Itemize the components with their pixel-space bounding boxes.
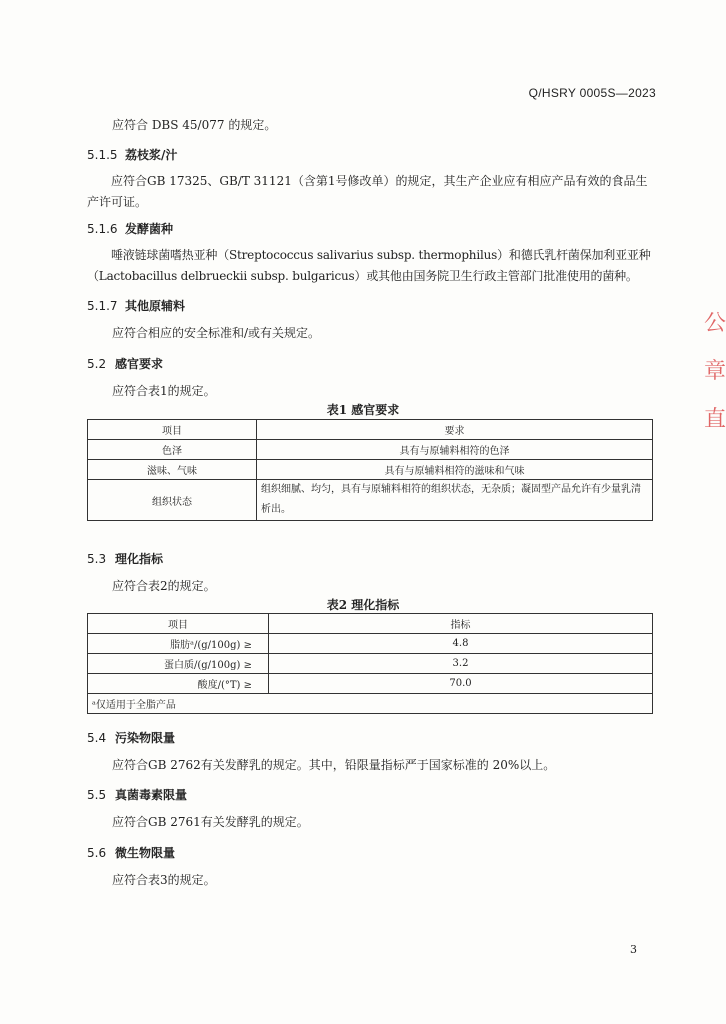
heading-number: 5.5 bbox=[87, 788, 107, 802]
heading-5-1-7 bbox=[87, 297, 185, 314]
heading-number: 5.3 bbox=[87, 552, 107, 566]
section-5-5-text: 应符合GB 2761有关发酵乳的规定。 bbox=[112, 815, 309, 829]
heading-5-5 bbox=[87, 786, 187, 803]
document-code: Q/HSRY 0005S—2023 bbox=[528, 86, 656, 100]
section-5-1-4-tail: 应符合 DBS 45/077 的规定。 bbox=[112, 118, 277, 132]
heading-number: 5.1.5 bbox=[87, 148, 118, 162]
table-header-cell: 项目 bbox=[88, 614, 269, 634]
table-cell: 蛋白质/(g/100g) ≥ bbox=[88, 654, 269, 674]
table-row bbox=[88, 440, 653, 460]
table-cell: 70.0 bbox=[269, 674, 653, 694]
heading-number: 5.2 bbox=[87, 357, 107, 371]
table-cell: 脂肪ᵃ/(g/100g) ≥ bbox=[88, 634, 269, 654]
heading-number: 5.1.7 bbox=[87, 299, 118, 313]
table-row bbox=[88, 460, 653, 480]
heading-title: 荔枝浆/汁 bbox=[125, 148, 178, 162]
heading-title: 发酵菌种 bbox=[125, 222, 174, 236]
table-header-cell: 指标 bbox=[269, 614, 653, 634]
heading-5-4 bbox=[87, 729, 175, 746]
table-header-cell: 项目 bbox=[88, 420, 257, 440]
table-header-row bbox=[88, 420, 653, 440]
page-number: 3 bbox=[630, 943, 637, 956]
table-cell: 色泽 bbox=[88, 440, 257, 460]
table-cell: 4.8 bbox=[269, 634, 653, 654]
section-5-1-7-text: 应符合相应的安全标准和/或有关规定。 bbox=[112, 326, 321, 340]
heading-title: 污染物限量 bbox=[115, 731, 176, 745]
heading-5-6 bbox=[87, 844, 175, 861]
physicochemical-indicators-table bbox=[87, 613, 653, 714]
table-cell: 组织状态 bbox=[88, 480, 257, 521]
section-5-2-text: 应符合表1的规定。 bbox=[112, 384, 216, 398]
table-footnote-row bbox=[88, 694, 653, 714]
heading-title: 其他原辅料 bbox=[125, 299, 186, 313]
table-cell: 组织细腻、均匀，具有与原辅料相符的组织状态，无杂质；凝固型产品允许有少量乳清析出。 bbox=[257, 480, 653, 521]
heading-number: 5.4 bbox=[87, 731, 107, 745]
table-cell: 具有与原辅料相符的色泽 bbox=[257, 440, 653, 460]
heading-5-2 bbox=[87, 355, 163, 372]
heading-title: 微生物限量 bbox=[115, 846, 176, 860]
table-cell: 3.2 bbox=[269, 654, 653, 674]
section-5-3-text: 应符合表2的规定。 bbox=[112, 579, 216, 593]
table-cell: 滋味、气味 bbox=[88, 460, 257, 480]
table-row bbox=[88, 654, 653, 674]
sensory-requirements-table bbox=[87, 419, 653, 521]
official-seal-fragment: 公 章 直 bbox=[704, 311, 726, 432]
table-header-cell: 要求 bbox=[257, 420, 653, 440]
table-footnote: ᵃ仅适用于全脂产品 bbox=[88, 694, 653, 714]
table-header-row bbox=[88, 614, 653, 634]
table1-caption: 表1 感官要求 bbox=[326, 403, 400, 417]
section-5-1-6-text: 唾液链球菌嗜热亚种（Streptococcus salivarius subsp. thermophilus）和德氏乳杆菌保加利亚亚种（Lactobacillus delbrueckii subsp. bulgaricus）或其他由国务院卫生行政主管部门批准使用的菌种。 bbox=[87, 248, 651, 283]
table-row bbox=[88, 674, 653, 694]
heading-5-3 bbox=[87, 550, 163, 567]
heading-number: 5.6 bbox=[87, 846, 107, 860]
heading-title: 感官要求 bbox=[115, 357, 164, 371]
table-row bbox=[88, 480, 653, 521]
heading-5-1-6 bbox=[87, 220, 173, 237]
heading-title: 理化指标 bbox=[115, 552, 164, 566]
table-row bbox=[88, 634, 653, 654]
section-5-6-text: 应符合表3的规定。 bbox=[112, 873, 216, 887]
section-5-1-5-text: 应符合GB 17325、GB/T 31121（含第1号修改单）的规定，其生产企业应有相应产品有效的食品生产许可证。 bbox=[87, 174, 648, 209]
section-5-4-text: 应符合GB 2762有关发酵乳的规定。其中，铅限量指标严于国家标准的 20%以上。 bbox=[112, 758, 556, 772]
table-cell: 具有与原辅料相符的滋味和气味 bbox=[257, 460, 653, 480]
table2-caption: 表2 理化指标 bbox=[326, 598, 400, 612]
table-cell: 酸度/(°T) ≥ bbox=[88, 674, 269, 694]
heading-5-1-5 bbox=[87, 146, 177, 163]
heading-number: 5.1.6 bbox=[87, 222, 118, 236]
heading-title: 真菌毒素限量 bbox=[115, 788, 188, 802]
